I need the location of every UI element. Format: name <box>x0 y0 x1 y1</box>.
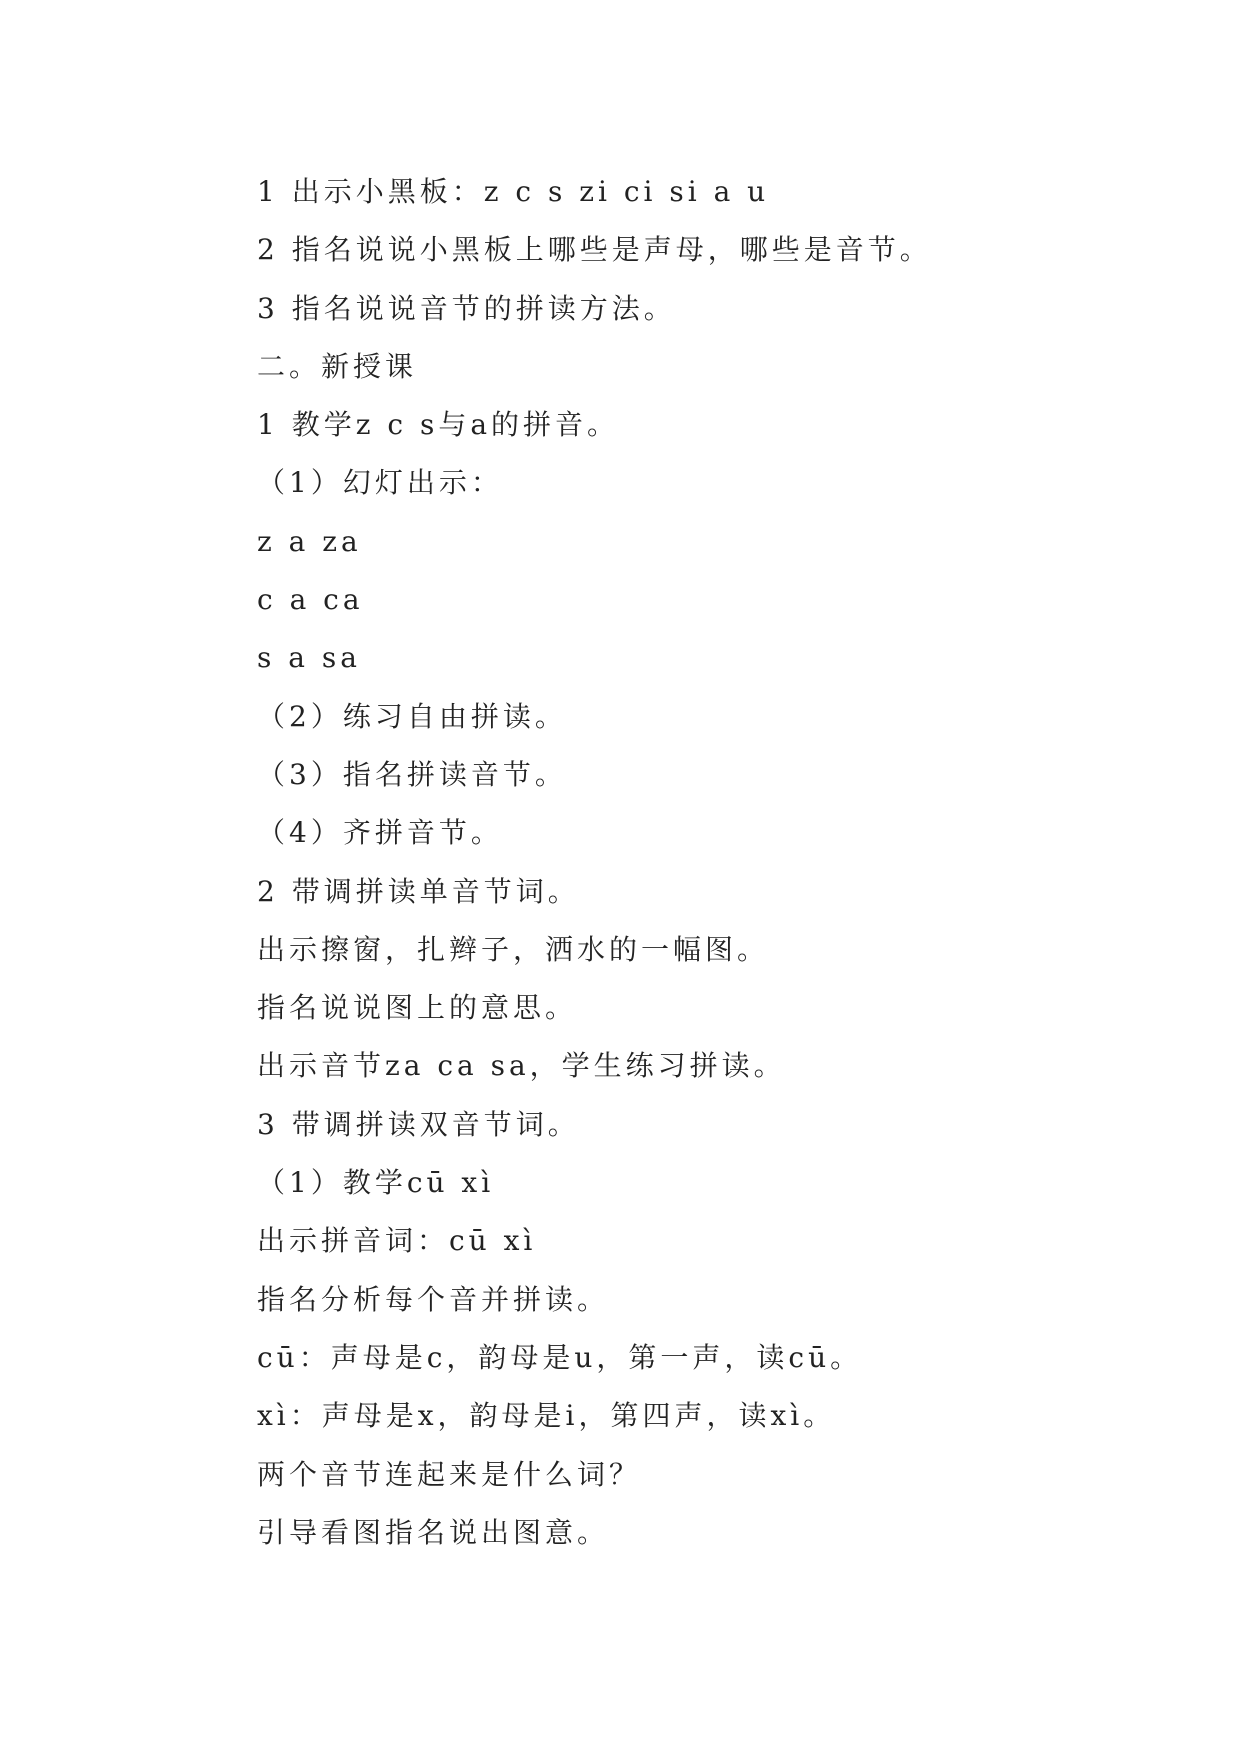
pinyin-line: s a sa <box>257 641 361 675</box>
text-line: （1）幻灯出示： <box>257 466 503 500</box>
text-line: （3）指名拼读音节。 <box>257 757 567 791</box>
section-heading: 二。新授课 <box>257 349 418 383</box>
pinyin-line: z a za <box>257 524 362 558</box>
text-line: 3 指名说说音节的拼读方法。 <box>257 291 676 325</box>
text-line: （2）练习自由拼读。 <box>257 699 567 733</box>
text-line: cū：声母是c，韵母是u，第一声，读cū。 <box>257 1340 863 1374</box>
text-line: 出示音节za ca sa，学生练习拼读。 <box>257 1049 786 1083</box>
text-line: xì：声母是x，韵母是i，第四声，读xì。 <box>257 1399 836 1433</box>
text-line: （1）教学cū xì <box>257 1166 495 1200</box>
text-line: 引导看图指名说出图意。 <box>257 1515 610 1549</box>
text-line: 出示擦窗，扎辫子，洒水的一幅图。 <box>257 932 770 966</box>
text-line: 1 出示小黑板：z c s zi ci si a u <box>257 175 770 208</box>
text-line: （4）齐拼音节。 <box>257 816 503 850</box>
text-line: 两个音节连起来是什么词？ <box>257 1457 642 1491</box>
text-line: 2 指名说说小黑板上哪些是声母，哪些是音节。 <box>257 233 932 267</box>
text-line: 出示拼音词：cū xì <box>257 1224 537 1258</box>
pinyin-line: c a ca <box>257 583 364 617</box>
document-body <box>257 163 1157 1562</box>
text-line: 2 带调拼读单音节词。 <box>257 874 580 908</box>
text-line: 指名分析每个音并拼读。 <box>257 1282 610 1316</box>
text-line: 3 带调拼读双音节词。 <box>257 1107 580 1141</box>
text-line: 指名说说图上的意思。 <box>257 991 578 1025</box>
text-line: 1 教学z c s与a的拼音。 <box>257 408 620 442</box>
